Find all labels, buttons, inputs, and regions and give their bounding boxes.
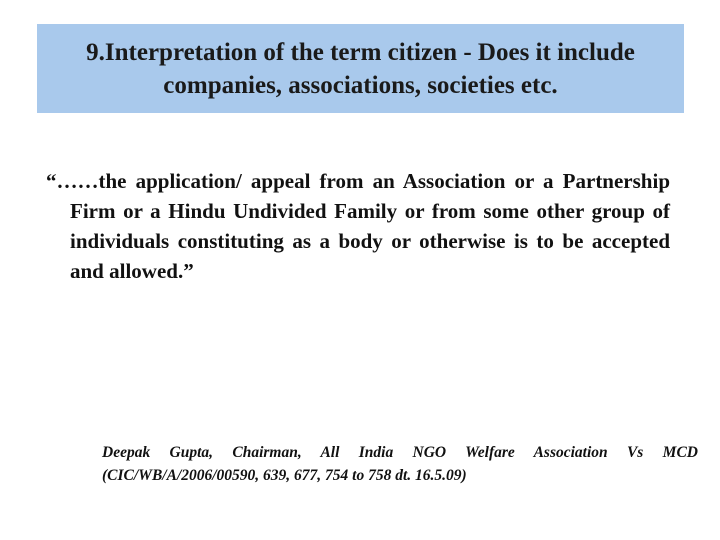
case-citation — [102, 441, 698, 487]
slide-title: 9.Interpretation of the term citizen - Does it include companies, associations, societies etc. — [86, 38, 635, 99]
citation-reference: (CIC/WB/A/2006/00590, 639, 677, 754 to 758 dt. 16.5.09) — [102, 467, 467, 484]
title-banner — [37, 24, 684, 113]
citation-case-name: Deepak Gupta, Chairman, All India NGO Welfare Association Vs MCD — [102, 444, 698, 461]
quoted-passage: “……the application/ appeal from an Association or a Partnership Firm or a Hindu Undivided Family or from some other group of individuals constituting as a body or otherwise is to be accepted and allowed.” — [46, 169, 670, 283]
